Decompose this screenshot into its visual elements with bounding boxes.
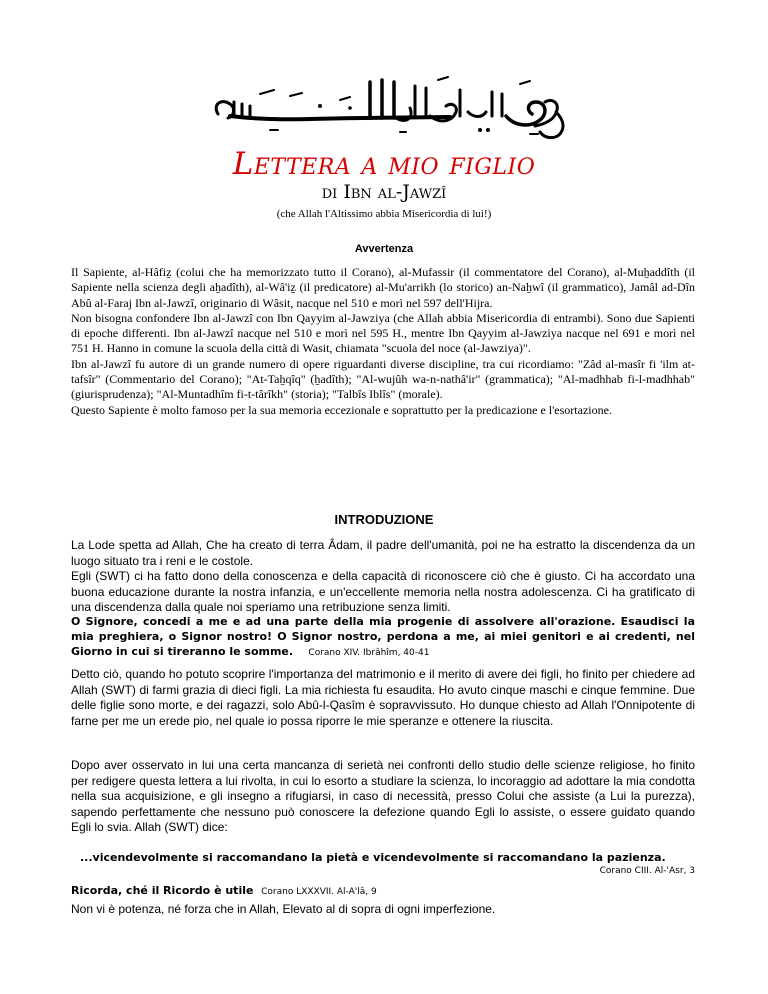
intro-paragraph-1 (71, 538, 695, 616)
verse-text: O Signore, concedi a me e ad una parte della mia progenie di assolvere all'orazione. Esaudisci la mia preghiera, o Signor nostro! O Signor nostro, perdona a me, ai miei genitori e ai credenti, nel Giorno in cui si tireranno le somme. (71, 615, 695, 658)
intro-text: Dopo aver osservato in lui una certa mancanza di serietà nei confronti dello studio delle scienze religiose, ho finito per redigere questa lettera a lui rivolta, in cui lo esorto a studiare la scienza, lo incoraggio ad adottare la mia condotta nella sua acquisizione, e gli insegno a rifugiarsi, in caso di necessità, presso Colui che assiste (a Lui la purezza), sapendo perfettamente che nessuno può conoscere la defezione quando Egli lo assiste, o essere guidato quando Egli lo svia. Allah (SWT) dice: (71, 758, 695, 834)
verse-2-reference: Corano CIII. Al-'Asr, 3 (599, 866, 695, 876)
verse-reference: Corano XIV. Ibrâhîm, 40-41 (308, 648, 430, 658)
verse-reference: Corano LXXXVII. Al-A'lâ, 9 (261, 887, 377, 897)
warning-paragraph: Il Sapiente, al-Hâfiẕ (colui che ha memorizzato tutto il Corano), al-Mufassir (il commentatore del Corano), al-Muẖaddîth (il Sapiente nella scienza degli aẖadîth), al-Wâ'iẕ (il predicatore) al-Mu'arrikh (lo storico) an-Naẖwî (il grammatico), Jamâl ad-Dîn Abû al-Faraj Ibn al-Jawzî, originario di Wâsit, nacque nel 510 e morì nel 597 dell'Hijra. (71, 265, 695, 310)
warning-paragraph: Non bisogna confondere Ibn al-Jawzî con Ibn Qayyim al-Jawziya (che Allah abbia Misericordia di entrambi). Sono due Sapienti di epoche differenti. Ibn al-Jawzî nacque nel 510 e morì nel 595 H., mentre Ibn Qayyim al-Jawziya nacque nel 691 e morì nel 751 H. Hanno in comune la scuola della città di Wasit, chiamata "scuola del noce (al-Jawziya)". (71, 310, 695, 356)
author-line: di Ibn al-Jawzî (321, 181, 447, 203)
intro-paragraph-3 (71, 758, 695, 836)
introduction-heading: INTRODUZIONE (334, 512, 434, 527)
warning-paragraph: Ibn al-Jawzî fu autore di un grande numero di opere riguardanti diverse discipline, tra cui ricordiamo: "Zâd al-masîr fi 'ilm at-tafsîr" (Commentario del Corano); "At-Taẖqîq" (ẖadîth); "Al-wujûh wa-n-nathâ'ir" (grammatica); "Al-madhhab fi-l-madhhab" (giurisprudenza); "Al-Muntadhîm fi-t-târîkh" (storia); "Talbîs Iblîs" (morale). (71, 356, 695, 402)
basmala-calligraphy-image (200, 72, 580, 142)
intro-text: Detto ciò, quando ho potuto scoprire l'importanza del matrimonio e il merito di avere dei figli, ho finito per chiedere ad Allah (SWT) di farmi grazia di dieci figli. La mia richiesta fu esaudita. Ho avuto cinque maschi e cinque femmine. Due delle figlie sono morte, e dei ragazzi, solo Abû-l-Qasîm è sopravvissuto. Ho dunque chiesto ad Allah l'Onnipotente di farne per me un erede pio, nel quale io possa riporre le mie speranze e ottenere la riuscita. (71, 667, 695, 728)
quran-verse-1 (71, 614, 695, 661)
document-title: Lettera a mio figlio (232, 146, 536, 182)
verse-text: Ricorda, ché il Ricordo è utile (71, 884, 254, 897)
blessing-line: (che Allah l'Altissimo abbia Misericordia di lui!) (276, 208, 492, 220)
warning-paragraph: Questo Sapiente è molto famoso per la sua memoria eccezionale e soprattutto per la predicazione e l'esortazione. (71, 402, 612, 417)
intro-paragraph-2 (71, 667, 695, 729)
warning-section (71, 265, 695, 418)
intro-text-line: Egli (SWT) ci ha fatto dono della conoscenza e della capacità di riconoscere ciò che è giusto. Ci ha accordato una buona educazione durante la nostra infanzia, e un'eccellente memoria nella nostra adolescenza. Ci ha gratificato di una discendenza dalla quale noi speriamo una retribuzione senza limiti. (71, 569, 695, 614)
warning-heading: Avvertenza (354, 243, 414, 255)
closing-line: Non vi è potenza, né forza che in Allah, Elevato al di sopra di ogni imperfezione. (71, 902, 496, 916)
quran-verse-3 (71, 884, 695, 897)
intro-text-line: La Lode spetta ad Allah, Che ha creato di terra Âdam, il padre dell'umanità, poi ne ha estratto la discendenza da un luogo situato tra i reni e le costole. (71, 538, 695, 568)
quran-verse-2: ...vicendevolmente si raccomandano la pietà e vicendevolmente si raccomandano la pazienza. (80, 851, 666, 864)
